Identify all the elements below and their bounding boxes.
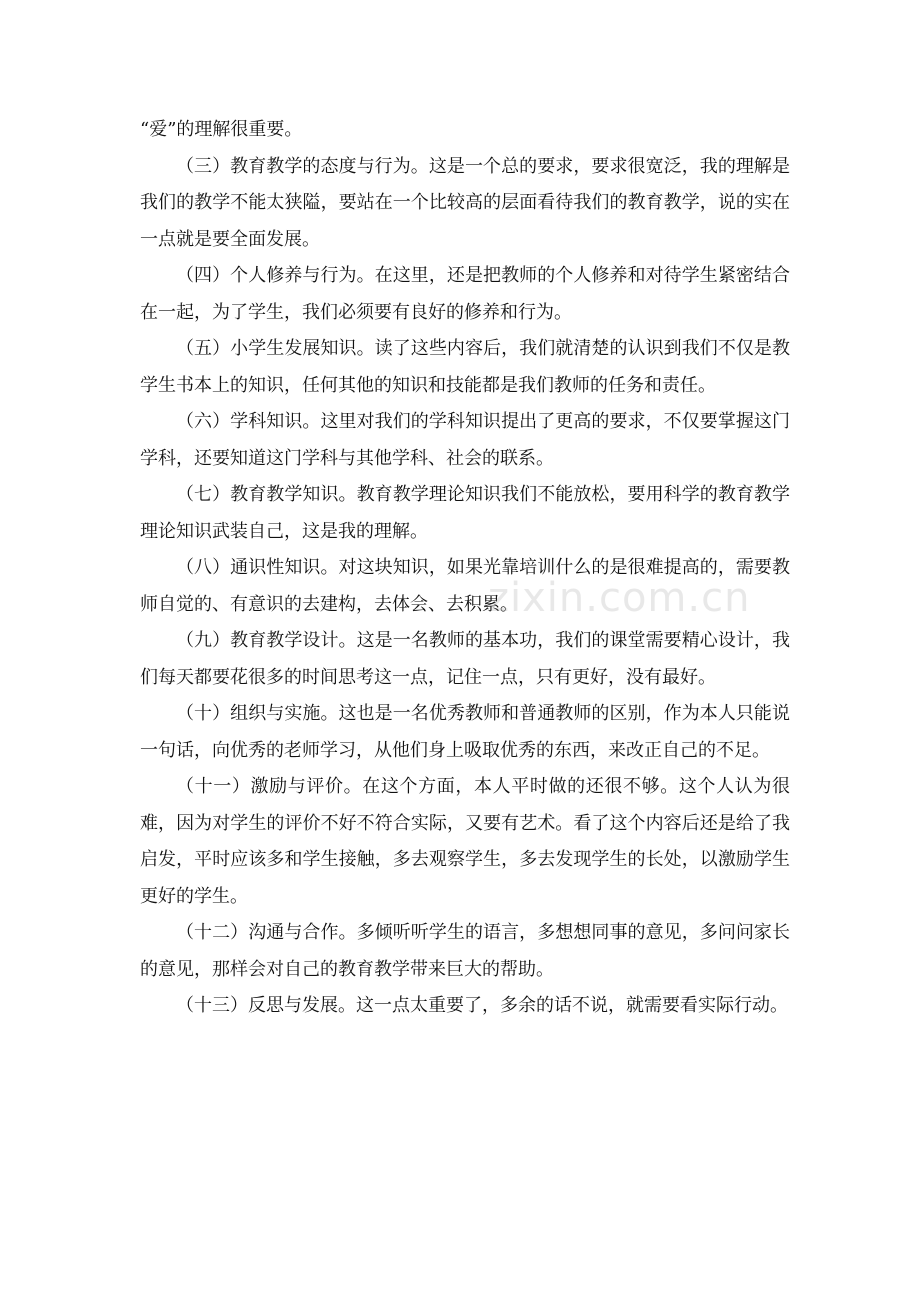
paragraph-4-personal-cultivation: （四）个人修养与行为。在这里，还是把教师的个人修养和对待学生紧密结合在一起，为了学生，我们必须要有良好的修养和行为。 bbox=[140, 265, 790, 323]
paragraph-love-understanding: “爱”的理解很重要。 bbox=[140, 119, 303, 140]
paragraph-13-reflection: （十三）反思与发展。这一点太重要了，多余的话不说，就需要看实际行动。 bbox=[176, 995, 788, 1016]
document-body bbox=[140, 112, 790, 1025]
paragraph-5-student-development: （五）小学生发展知识。读了这些内容后，我们就清楚的认识到我们不仅是教学生书本上的知识，任何其他的知识和技能都是我们教师的任务和责任。 bbox=[140, 338, 790, 396]
paragraph-8-general-knowledge: （八）通识性知识。对这块知识，如果光靠培训什么的是很难提高的，需要教师自觉的、有意识的去建构，去体会、去积累。 bbox=[140, 557, 790, 615]
paragraph-10-organization: （十）组织与实施。这也是一名优秀教师和普通教师的区别，作为本人只能说一句话，向优秀的老师学习，从他们身上吸取优秀的东西，来改正自己的不足。 bbox=[140, 703, 790, 761]
paragraph-12-communication: （十二）沟通与合作。多倾听听学生的语言，多想想同事的意见，多问问家长的意见，那样会对自己的教育教学带来巨大的帮助。 bbox=[140, 922, 790, 980]
paragraph-9-teaching-design: （九）教育教学设计。这是一名教师的基本功，我们的课堂需要精心设计，我们每天都要花很多的时间思考这一点，记住一点，只有更好，没有最好。 bbox=[140, 630, 790, 688]
paragraph-11-motivation-evaluation: （十一）激励与评价。在这个方面，本人平时做的还很不够。这个人认为很难，因为对学生的评价不好不符合实际，又要有艺术。看了这个内容后还是给了我启发，平时应该多和学生接触，多去观察学生，多去发现学生的长处，以激励学生更好的学生。 bbox=[140, 776, 790, 907]
paragraph-6-subject-knowledge: （六）学科知识。这里对我们的学科知识提出了更高的要求，不仅要掌握这门学科，还要知道这门学科与其他学科、社会的联系。 bbox=[140, 411, 790, 469]
watermark: zixin.com.cn bbox=[488, 575, 751, 621]
paragraph-7-teaching-knowledge: （七）教育教学知识。教育教学理论知识我们不能放松，要用科学的教育教学理论知识武装自己，这是我的理解。 bbox=[140, 484, 790, 542]
paragraph-3-teaching-attitude: （三）教育教学的态度与行为。这是一个总的要求，要求很宽泛，我的理解是我们的教学不能太狭隘，要站在一个比较高的层面看待我们的教育教学，说的实在一点就是要全面发展。 bbox=[140, 155, 790, 250]
